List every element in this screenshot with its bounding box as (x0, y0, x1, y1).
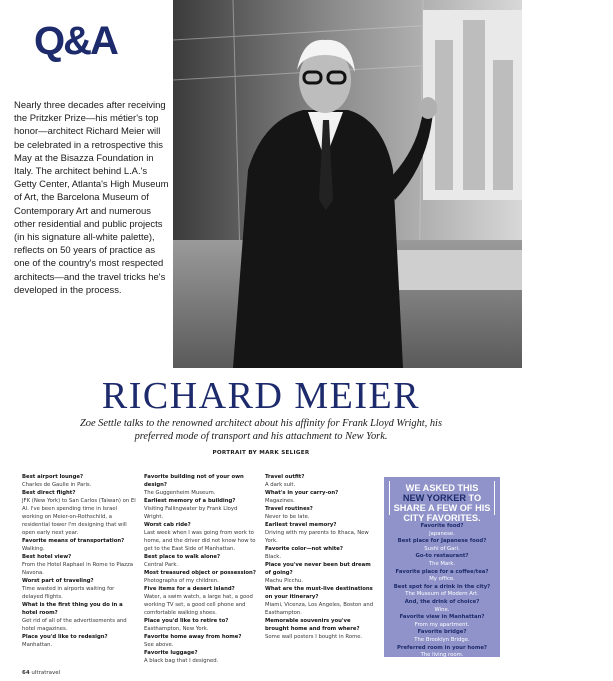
sidebar-question: Best place for Japanese food? (397, 538, 487, 545)
question: Best hotel view? (22, 554, 72, 560)
answer: Central Park. (144, 562, 179, 568)
question: Favorite color—not white? (265, 546, 343, 552)
answer: A dark suit. (265, 482, 296, 488)
question: Travel outfit? (265, 474, 305, 480)
answer: Last week when I was going from work to home, and the driver did not know how to get to the East Side of Manhattan. (144, 530, 256, 552)
answer: Visiting Fallingwater by Frank Lloyd Wright. (144, 506, 238, 520)
headline-name: RICHARD MEIER (101, 375, 421, 417)
qa-logo (34, 20, 122, 64)
qa-item (144, 569, 258, 585)
answer: Some wall posters I bought in Rome. (265, 634, 363, 640)
sidebar-heading-line: SHARE A FEW OF HIS (393, 503, 491, 513)
deck: Zoe Settle talks to the renowned architect about his affinity for Frank Lloyd Wright, his preferred mode of transport and his attachment to New York. (79, 418, 442, 442)
sidebar-item (388, 538, 496, 553)
question: Best direct flight? (22, 490, 76, 496)
answer: See above. (144, 642, 174, 648)
answer: Manhattan. (22, 642, 53, 648)
question: Travel routines? (265, 506, 313, 512)
question: Place you'd like to redesign? (22, 634, 108, 640)
question: What's in your carry-on? (265, 490, 339, 496)
city-favorites-sidebar (384, 477, 500, 657)
question: Favorite building not of your own design? (144, 474, 244, 488)
qa-item (22, 489, 136, 537)
qa-column-1 (22, 473, 136, 649)
qa-item (265, 489, 375, 505)
qa-item (144, 633, 258, 649)
sidebar-item (388, 629, 496, 644)
answer: The Guggenheim Museum. (144, 490, 216, 496)
question: What are the must-live destinations on your itinerary? (265, 586, 373, 600)
sidebar-answer: The Brooklyn Bridge. (414, 636, 470, 643)
qa-item (144, 553, 258, 569)
byline: PORTRAIT BY MARK SELIGER (212, 450, 310, 456)
question: Earliest memory of a building? (144, 498, 236, 504)
sidebar-heading-rest: TO (465, 493, 482, 503)
page-number: 64 (22, 670, 30, 676)
answer: Black. (265, 554, 282, 560)
sidebar-answer: My office. (429, 576, 455, 583)
qa-item (144, 649, 258, 665)
qa-item (265, 585, 375, 617)
sidebar-item (388, 523, 496, 538)
qa-item (265, 521, 375, 545)
qa-item (144, 497, 258, 521)
qa-item (265, 505, 375, 521)
sidebar-question: Go-to restaurant? (415, 553, 469, 560)
question: Favorite means of transportation? (22, 538, 125, 544)
answer: Driving with my parents to Ithaca, New York. (265, 530, 369, 544)
answer: Photographs of my children. (144, 578, 219, 584)
question: Memorable souvenirs you've brought home and from where? (265, 618, 360, 632)
qa-column-2 (144, 473, 258, 665)
sidebar-item (388, 569, 496, 584)
qa-logo-text: Q&A (34, 19, 117, 63)
question: What is the first thing you do in a hotel room? (22, 602, 123, 616)
answer: Machu Picchu. (265, 578, 303, 584)
qa-item (22, 577, 136, 601)
sidebar-heading-line (392, 493, 492, 503)
sidebar-item (388, 614, 496, 629)
question: Favorite luggage? (144, 650, 198, 656)
qa-item (22, 633, 136, 649)
answer: JFK (New York) to San Carlos (Taiwan) on El Al. I've been spending time in Israel working on Meier-on-Rothschild, a residential tower I'm designing that will open early next year. (22, 498, 136, 536)
answer: Magazines. (265, 498, 295, 504)
question: Best place to walk alone? (144, 554, 221, 560)
qa-item (22, 601, 136, 633)
question: Place you'd like to retire to? (144, 618, 229, 624)
sidebar-question: Favorite place for a coffee/tea? (395, 568, 489, 575)
answer: Easthampton, New York. (144, 626, 209, 632)
sidebar-question: Favorite bridge? (417, 629, 467, 636)
question: Earliest travel memory? (265, 522, 337, 528)
sidebar-item (388, 645, 496, 660)
question: Worst cab ride? (144, 522, 191, 528)
sidebar-item (388, 599, 496, 614)
sidebar-heading (392, 483, 492, 523)
sidebar-answer: The living room. (420, 652, 464, 659)
qa-item (265, 545, 375, 561)
question: Favorite home away from home? (144, 634, 242, 640)
question: Five items for a desert island? (144, 586, 235, 592)
sidebar-answer: Wine. (434, 606, 450, 613)
sidebar-question: Preferred room in your home? (396, 644, 488, 651)
sidebar-heading-line: WE ASKED THIS (405, 483, 479, 493)
question: Most treasured object or possession? (144, 570, 256, 576)
sidebar-answer: From my apartment. (414, 621, 470, 628)
answer: Charles de Gaulle in Paris. (22, 482, 92, 488)
answer: Walking. (22, 546, 45, 552)
sidebar-item (388, 553, 496, 568)
qa-item (144, 585, 258, 617)
qa-item (22, 553, 136, 577)
answer: Never to be late. (265, 514, 310, 520)
qa-item (265, 617, 375, 641)
question: Place you've never been but dream of going? (265, 562, 371, 576)
sidebar-question: Favorite view in Manhattan? (399, 614, 485, 621)
sidebar-answer: Sushi of Gari. (424, 545, 460, 552)
sidebar-question: Best spot for a drink in the city? (393, 583, 491, 590)
qa-item (265, 561, 375, 585)
photo-caption: Richard Meier in his New York office. (597, 354, 613, 384)
question: Best airport lounge? (22, 474, 84, 480)
sidebar-items (388, 523, 496, 660)
answer: Time wasted in airports waiting for delayed flights. (22, 586, 115, 600)
sidebar-answer: The Museum of Modern Art. (405, 591, 479, 598)
sidebar-answer: The Mark. (428, 560, 456, 567)
answer: From the Hotel Raphael in Rome to Piazza Navona. (22, 562, 133, 576)
publication-name: ultratravel (31, 670, 61, 676)
qa-item (144, 617, 258, 633)
sidebar-question: Favorite food? (420, 523, 464, 529)
intro-paragraph: Nearly three decades after receiving the Pritzker Prize—his métier's top honor—architect Richard Meier will be celebrated in a retrospective this May at the Bisazza Foundation in Italy. The architect behind L.A.'s Getty Center, Atlanta's High Museum of Art, the Barcelona Museum of Contemporary Art and numerous other residential and public projects (in his signature all-white palette), reflects on 50 years of practice as one of the country's most respected architects—and the travel tricks he's developed in the process. (14, 100, 169, 296)
sidebar-heading-emphasis: NEW YORKER (402, 493, 466, 503)
sidebar-heading-line: CITY FAVORITES. (403, 513, 481, 523)
qa-item (144, 473, 258, 497)
qa-item (265, 473, 375, 489)
sidebar-item (388, 584, 496, 599)
answer: A black bag that I designed. (144, 658, 219, 664)
qa-column-3 (265, 473, 375, 641)
portrait-photo (173, 0, 613, 384)
sidebar-question: And, the drink of choice? (404, 598, 480, 605)
qa-item (22, 537, 136, 553)
answer: Water, a swim watch, a large hat, a good working TV set, a good cell phone and comfortable walking shoes. (144, 594, 253, 616)
folio (22, 670, 60, 676)
question: Worst part of traveling? (22, 578, 94, 584)
qa-item (144, 521, 258, 553)
sidebar-answer: Japanese. (429, 530, 455, 537)
answer: Miami, Vicenza, Los Angeles, Boston and Easthampton. (265, 602, 374, 616)
qa-item (22, 473, 136, 489)
answer: Get rid of all of the advertisements and hotel magazines. (22, 618, 127, 632)
